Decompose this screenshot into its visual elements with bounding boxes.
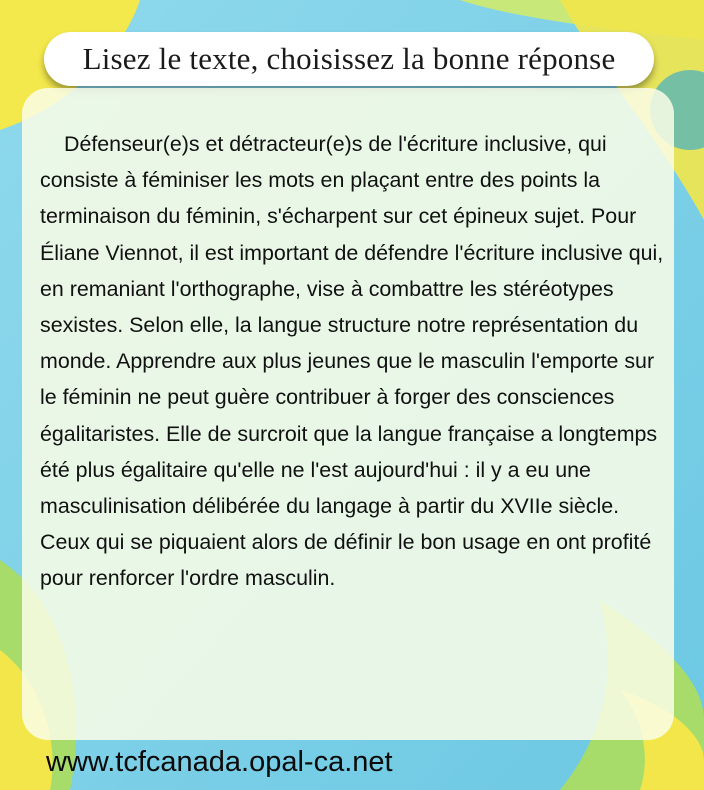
reading-card: [22, 88, 674, 740]
reading-passage: Défenseur(e)s et détracteur(e)s de l'écriture inclusive, qui consiste à féminiser les mots en plaçant entre des points la terminaison du féminin, s'écharpent sur cet épineux sujet. Pour Éliane Viennot, il est important de défendre l'écriture inclusive qui, en remaniant l'orthographe, vise à combattre les stéréotypes sexistes. Selon elle, la langue structure notre représentation du monde. Apprendre aux plus jeunes que le masculin l'emporte sur le féminin ne peut guère contribuer à forger des consciences égalitaristes. Elle de surcroit que la langue française a longtemps été plus égalitaire qu'elle ne l'est aujourd'hui : il y a eu une masculinisation délibérée du langage à partir du XVIIe siècle. Ceux qui se piquaient alors de définir le bon usage en ont profité pour renforcer l'ordre masculin.: [40, 132, 664, 591]
page-title: Lisez le texte, choisissez la bonne réponse: [82, 41, 616, 76]
title-banner: [44, 32, 654, 86]
website-url: www.tcfcanada.opal-ca.net: [46, 746, 393, 778]
